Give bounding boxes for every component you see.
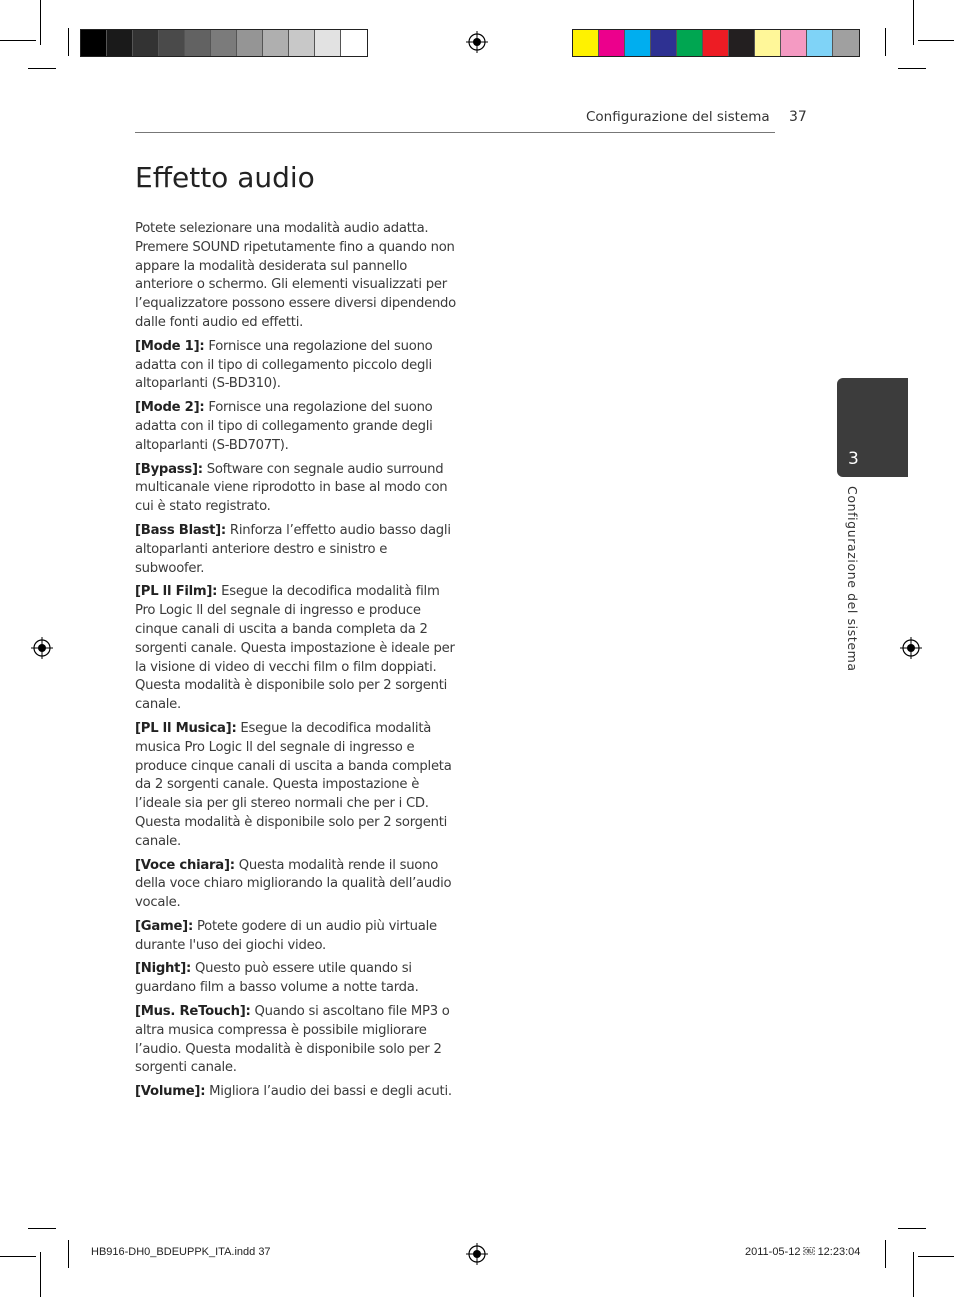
page-title: Effetto audio — [135, 161, 315, 194]
mode-description: Questa modalità rende il suono della voce chiaro migliorando la qualità dell’audio vocale. — [135, 857, 452, 911]
mode-term: [Bypass]: — [135, 461, 203, 477]
crop-mark — [885, 28, 886, 56]
crop-mark — [0, 1256, 36, 1257]
mode-description: Esegue la decodifica modalità film Pro Logic ll del segnale di ingresso e produce cinque canali di uscita a banda completa da 2 sorgenti canale. Questa impostazione è ideale per la visione di video di vecchi film o film doppiati. Questa modalità è disponibile solo per 2 sorgenti canale. — [135, 584, 455, 713]
color-swatch — [833, 30, 859, 56]
registration-target-icon — [900, 637, 922, 659]
crop-mark — [68, 28, 69, 56]
color-swatch — [315, 30, 341, 56]
mode-item — [135, 1083, 460, 1102]
mode-description: Quando si ascoltano file MP3 o altra musica compressa è possibile migliorare l’audio. Questa modalità è disponibile solo per 2 sorgenti canale. — [135, 1004, 450, 1076]
mode-description: Fornisce una regolazione del suono adatta con il tipo di collegamento piccolo degli altoparlanti (S-BD310). — [135, 338, 433, 392]
mode-term: [Mus. ReTouch]: — [135, 1004, 251, 1020]
color-swatch — [237, 30, 263, 56]
mode-item — [135, 1003, 460, 1078]
mode-list — [135, 338, 460, 1102]
color-swatch — [807, 30, 833, 56]
color-swatch — [185, 30, 211, 56]
crop-mark — [918, 40, 954, 41]
color-swatch — [289, 30, 315, 56]
mode-description: Esegue la decodifica modalità musica Pro Logic ll del segnale di ingresso e produce cinque canali di uscita a banda completa da 2 sorgenti canale. Questa impostazione è l’ideale sia per gli stereo normali che per i CD. Questa modalità è disponibile solo per 2 sorgenti canale. — [135, 720, 452, 849]
mode-term: [Volume]: — [135, 1084, 206, 1100]
mode-term: [PL ll Film]: — [135, 584, 218, 600]
mode-term: [PL ll Musica]: — [135, 720, 237, 736]
mode-term: [Night]: — [135, 961, 192, 977]
color-swatch — [703, 30, 729, 56]
color-swatch — [625, 30, 651, 56]
crop-mark — [885, 1240, 886, 1268]
mode-item — [135, 918, 460, 956]
crop-mark — [913, 0, 914, 45]
mode-term: [Mode 2]: — [135, 400, 205, 416]
mode-term: [Bass Blast]: — [135, 522, 226, 538]
body-column — [135, 220, 460, 1107]
mode-item — [135, 461, 460, 517]
color-swatch — [729, 30, 755, 56]
registration-target-icon — [466, 1243, 488, 1265]
mode-description: Potete godere di un audio più virtuale durante l'uso dei giochi video. — [135, 918, 437, 953]
mode-item — [135, 960, 460, 998]
color-swatch — [211, 30, 237, 56]
color-swatch — [651, 30, 677, 56]
crop-mark — [898, 68, 926, 69]
mode-item — [135, 720, 460, 852]
mode-term: [Voce chiara]: — [135, 857, 235, 873]
slug-date: 2011-05-12 ￼ 12:23:04 — [745, 1246, 861, 1258]
slug-filename: HB916-DH0_BDEUPPK_ITA.indd 37 — [91, 1246, 271, 1258]
mode-description: Fornisce una regolazione del suono adatta con il tipo di collegamento grande degli altoparlanti (S-BD707T). — [135, 400, 433, 453]
color-swatch — [599, 30, 625, 56]
crop-mark — [918, 1256, 954, 1257]
registration-target-icon — [31, 637, 53, 659]
mode-term: [Mode 1]: — [135, 338, 205, 354]
color-calibration-bar — [572, 29, 860, 57]
mode-description: Migliora l’audio dei bassi e degli acuti. — [209, 1084, 452, 1100]
color-swatch — [159, 30, 185, 56]
grayscale-calibration-bar — [80, 29, 368, 57]
crop-mark — [40, 1252, 41, 1297]
crop-mark — [68, 1240, 69, 1268]
color-swatch — [81, 30, 107, 56]
mode-item — [135, 857, 460, 913]
crop-mark — [28, 1228, 56, 1229]
chapter-number: 3 — [848, 449, 859, 469]
mode-description: Questo può essere utile quando si guardano film a basso volume a notte tarda. — [135, 961, 419, 996]
mode-item — [135, 522, 460, 578]
color-swatch — [107, 30, 133, 56]
crop-mark — [913, 1252, 914, 1297]
crop-mark — [40, 0, 41, 45]
running-head: Configurazione del sistema — [586, 109, 770, 125]
color-swatch — [341, 30, 367, 56]
color-swatch — [573, 30, 599, 56]
color-swatch — [263, 30, 289, 56]
mode-description: Rinforza l’effetto audio basso dagli altoparlanti anteriore destro e sinistro e subwoofer. — [135, 522, 451, 576]
page-number: 37 — [789, 109, 807, 125]
color-swatch — [677, 30, 703, 56]
mode-item — [135, 338, 460, 394]
registration-target-icon — [466, 31, 488, 53]
mode-item — [135, 583, 460, 715]
mode-term: [Game]: — [135, 918, 193, 934]
mode-item — [135, 399, 460, 455]
mode-description: Software con segnale audio surround multicanale viene riprodotto in base al modo con cui è stato registrato. — [135, 461, 448, 515]
header-rule — [135, 132, 775, 133]
crop-mark — [898, 1228, 926, 1229]
crop-mark — [0, 40, 36, 41]
color-swatch — [755, 30, 781, 56]
chapter-side-label: Configurazione del sistema — [845, 486, 860, 672]
crop-mark — [28, 68, 56, 69]
color-swatch — [133, 30, 159, 56]
intro-paragraph: Potete selezionare una modalità audio adatta. Premere SOUND ripetutamente fino a quando non appare la modalità desiderata sul pannello anteriore o schermo. Gli elementi visualizzati per l’equalizzatore possono essere diversi dipendendo dalle fonti audio ed effetti. — [135, 221, 456, 330]
color-swatch — [781, 30, 807, 56]
